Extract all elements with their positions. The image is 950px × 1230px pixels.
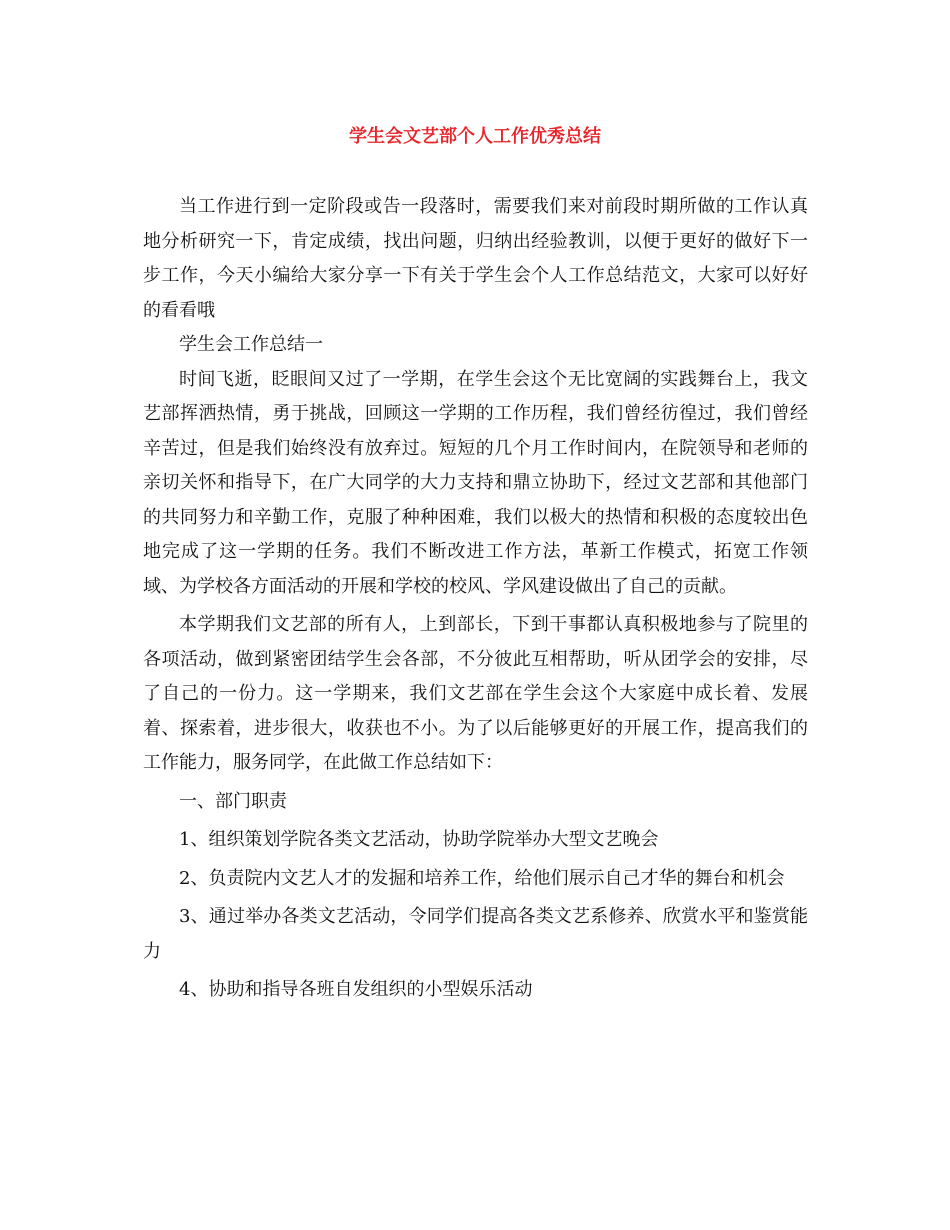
document-body xyxy=(143,190,808,1008)
list-item: 3、通过举办各类文艺活动，令同学们提高各类文艺系修养、欣赏水平和鉴赏能力 xyxy=(143,906,808,962)
list-item: 4、协助和指导各班自发组织的小型娱乐活动 xyxy=(179,979,533,1000)
intro-paragraph: 当工作进行到一定阶段或告一段落时，需要我们来对前段时期所做的工作认真地分析研究一下，肯定成绩，找出问题，归纳出经验教训，以便于更好的做好下一步工作，今天小编给大家分享一下有关于学生会个人工作总结范文，大家可以好好的看看哦 xyxy=(143,196,808,321)
list-item: 2、负责院内文艺人才的发掘和培养工作，给他们展示自己才华的舞台和机会 xyxy=(179,867,785,889)
body-paragraph: 时间飞逝，眨眼间又过了一学期，在学生会这个无比宽阔的实践舞台上，我文艺部挥洒热情，勇于挑战，回顾这一学期的工作历程，我们曾经彷徨过，我们曾经辛苦过，但是我们始终没有放弃过。短短的几个月工作时间内，在院领导和老师的亲切关怀和指导下，在广大同学的大力支持和鼎立协助下，经过文艺部和其他部门的共同努力和辛勤工作，克服了种种困难，我们以极大的热情和积极的态度较出色地完成了这一学期的任务。我们不断改进工作方法，革新工作模式，拓宽工作领域、为学校各方面活动的开展和学校的校风、学风建设做出了自己的贡献。 xyxy=(143,368,808,597)
list-item: 1、组织策划学院各类文艺活动，协助学院举办大型文艺晚会 xyxy=(179,829,659,850)
document-title: 学生会文艺部个人工作优秀总结 xyxy=(349,126,601,147)
section-heading-department-duties: 一、部门职责 xyxy=(179,790,287,812)
body-paragraph: 本学期我们文艺部的所有人，上到部长，下到干事都认真积极地参与了院里的各项活动，做到紧密团结学生会各部，不分彼此互相帮助，听从团学会的安排，尽了自己的一份力。这一学期来，我们文艺部在学生会这个大家庭中成长着、发展着、探索着，进步很大，收获也不小。为了以后能够更好的开展工作，提高我们的工作能力，服务同学，在此做工作总结如下： xyxy=(143,614,808,773)
section-heading-summary-one: 学生会工作总结一 xyxy=(179,334,323,355)
